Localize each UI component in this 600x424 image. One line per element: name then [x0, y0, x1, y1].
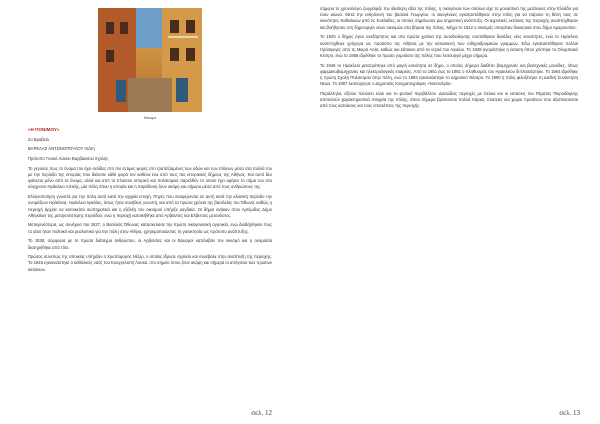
painting-sky: [136, 8, 162, 48]
school-name: Πρότυπο Γενικό Λύκειο Βαρβακείου Σχολής: [28, 156, 109, 162]
paragraph: Το 1948 το Ηράκλειο μετατράπηκε από μικρή κοινότητα σε δήμο, ο οποίος σήμερα διαθέτει βιομηχανίες και βιοτεχνικές μονάδες, όπως φαρμακοβιομηχανίες και ηλεκτρολογικές εταιρείες. Από το 1951 έως το 1981 ο πληθυσμός του Ηρακλείου διπλασιάστηκε. Το 1964 ιδρύθηκε η πρώτη Σχολή Πολιτισμού στην πόλη, ενώ το 1983 εγκαινιάστηκε το Δημοτικό Θέατρο. Το 1990 η πόλη φιλοξένησε τη Διεθνή Συνάντηση Νέων. Το 1997 λειτούργησε ο Δημοτικός Κινηματογράφος «Νοσταλγία».: [320, 62, 578, 87]
painting-window: [186, 48, 195, 61]
author-name: ΒΑΡΕΛΑΣ ΑΝΤΩΝΟΠΟΥΛΟΥ Ιπάτη: [28, 146, 95, 152]
painting-window: [186, 20, 195, 33]
paragraph: Παράλληλα, εξίσου πλούσιο είναι και το φυσικό περιβάλλον. Δασώδεις περιοχές με πεύκα και οι εκτάσεις του Ρέματος Πικροδάφνης αποτελούν χαρακτηριστικά στοιχεία της πόλης, όπου σήμερα βρίσκονται πολλά πάρκα, πλατείες και χώροι πρασίνου που αξιοποιούνται από τους κατοίκους και τους επισκέπτες της περιοχής.: [320, 90, 578, 109]
painting-window: [170, 20, 179, 33]
paragraph: Το 1925 ο δήμος έγινε ανεξάρτητος και στα πρώτα χρόνια της αυτοδιοίκησης συστάθηκαν δεκάδες νέες κοινότητες, ενώ το Ηράκλειο αναπτύχθηκε γρήγορα ως προάστιο της Αθήνας με την κατασκευή των σιδηροδρομικών γραμμών. Εδώ εγκαταστάθηκαν πολλοί πρόσφυγες από τη Μικρά Ασία, καθώς και κάτοικοι από τα νησιά του Αιγαίου. Το 1938 αγοράστηκε η έκταση όπου χτίστηκε το Ολυμπιακό Κέντρο, ενώ το 1958 ιδρύθηκε το πρώτο γυμνάσιο της πόλης που λειτουργεί μέχρι σήμερα.: [320, 34, 578, 58]
paragraph: Το γεγονός πως το όνομα του έχει σελίδες στο πιο έντιμες φορές στο τραπέζιαμένες των οδών και των πόλεων μέσα στα πολλά του με την περίοδο της ιστορίας που διέκοπε κάθε φορά τον καθένα ένα από τους πιο ιστορικούς δήμους της Αθήνας. Και αυτό δεν φαίνεται μόνο από το όνομα, αλλά και από το πλούσιο ιστορικό και πολιτισμικό παρελθόν το οποίο έχει αφήσει το σήμα του στο σύγχρονο Ηράκλειο Αττικής, μία πόλη όπου η ιστορία και η παράδοση ζουν ακόμη και σήμερα μέσα από τους ανθρώπους της.: [28, 165, 272, 190]
painting-window: [106, 22, 114, 34]
page-number: σελ. 12: [251, 409, 272, 417]
painting-door: [176, 78, 188, 102]
page-number: σελ. 13: [559, 409, 580, 417]
essay-title: «Η ΠΟΝΙΜΟΥ»: [28, 127, 60, 132]
paragraph: Πρώτος συνεπώς της αποικίας υπήρξαν ο Χριστόφορος Νέζερ, ο οποίος ίδρυσε σχολείο και συνέβαλε στην ανάπτυξη της περιοχής. Το 1845 εγκαινιάστηκε ο καθολικός ναός του Ευαγγελιστή Λουκά, στο σημείο όπου ζουν ακόμη και σήμερα οι απόγονοι των πρώτων κατοίκων.: [28, 254, 272, 272]
paragraph: σήμερα το χρονολόγιο ζωγράφιζε την ιδιαίτερη αξία της πόλης, η οικογένεια των οποίων είχε το μοναστικό της μετάνοιας στην Ελλάδα για έναν αιώνα. Μετά την ενθρόνιση του βασιλιά Γεωργίου, οι οικογένειες εγκαταστάθηκαν στην πόλη για να πάρουν τη θέση τους σε κοινότητες Καθολικών από τις Κυκλάδες, οι οποίες σημείωσαν μια σημαντική ανάπτυξη. Οι αγροτικές εκτάσεις της περιοχής αναπτύχθηκαν και βοήθησαν στη δημιουργία νέων οικισμών στα βόρεια της πόλης. Μέχρι το 1912 ο οικισμός υπαγόταν διοικητικά στον δήμο Αμαρουσίου.: [320, 6, 578, 30]
painting-balcony: [168, 36, 198, 38]
painting-window: [120, 22, 128, 34]
paragraph: Το 1838, σύμφωνα με το πρώτο διάταγμα ανθρώπου, οι Αρβανίτες και οι Βαυαροί κατέλαβαν τον οικισμό και η ονομασία διατηρήθηκε από τότε.: [28, 238, 272, 250]
street-painting: [98, 8, 202, 112]
award-label: 2ο Βραβείο: [28, 136, 49, 142]
painting-street: [128, 78, 172, 112]
left-text-column: [28, 127, 272, 276]
painting-window: [170, 48, 179, 61]
painting-door: [116, 80, 126, 102]
paragraph: Ελληνοποίηση γνωστά για την πόλη αυτή κατά την αρχαία εποχή. Πηγές που αναφέρονται σε αυτή κατά την κλασική περίοδο την ονομάζουν Ηράκλεια, Ηράκλειο Ιφικλίας, όπως ήταν συνήθως γνωστή, και από τα πρώτα χρόνια της βασιλείας του Όθωνα, καθώς η περιοχή άρχισε να κατοικείται συστηματικά και η εξέλιξη του οικισμού υπήρξε ραγδαία. Οι δήμοι ανήκαν στον Αρτέμιδος Δήμο Αθηναίων της μεταγενέστερης περιόδου, ενώ η περιοχή κατοικήθηκε από Αρβανίτες και Ελβετούς μετανάστες.: [28, 194, 272, 218]
painting-window: [106, 50, 114, 62]
right-page: [300, 0, 600, 424]
paragraph: Μεταγενέστερα, ως συνέχεια του 1837, ο Βασιλιάς Όθωνας κατασκεύασε την πρώτη οικογενειακή αγροικία, ενώ διαδέχθηκαν πως το αίτιο ήταν πολιτικό και ρεαλιστικό για την πόλη στην Αθήνα, χρησιμοποιώντας τη γαιοκτησία ως πρότυπο ανάπτυξης.: [28, 222, 272, 234]
image-caption: Κάνωμα: [143, 116, 157, 120]
right-text-column: [320, 6, 578, 113]
